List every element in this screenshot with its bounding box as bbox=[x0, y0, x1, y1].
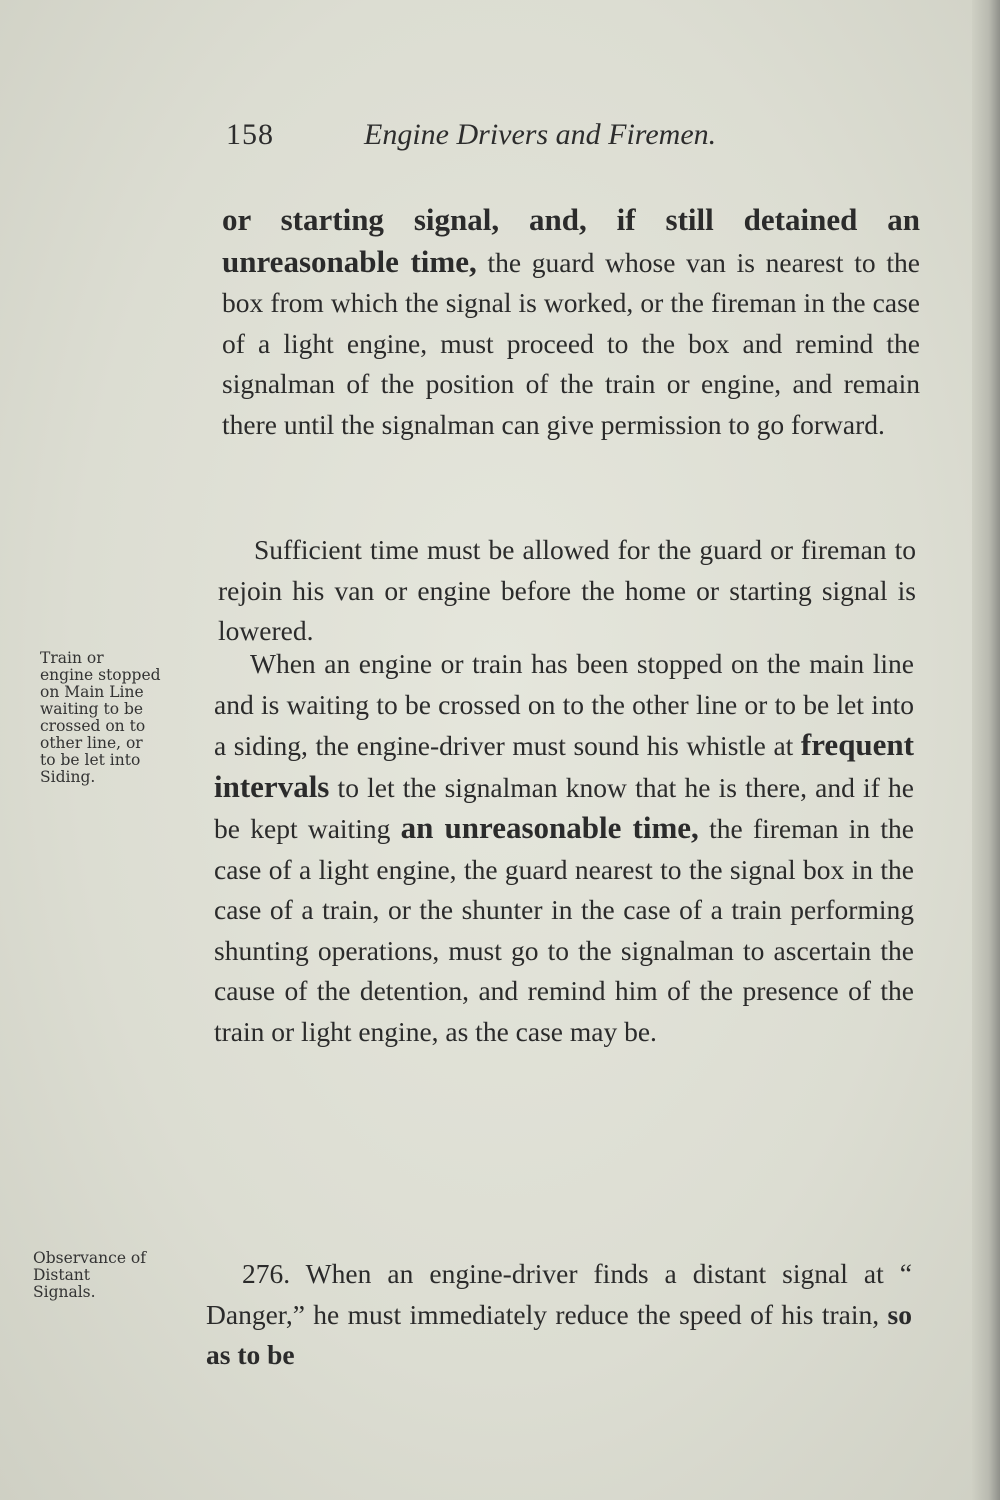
bold-phrase: an unreasonable time, bbox=[400, 810, 699, 845]
margin-note-line: Signals. bbox=[33, 1283, 96, 1301]
paragraph-sufficient-time bbox=[218, 530, 916, 652]
bold-phrase: so as to be bbox=[206, 1298, 912, 1370]
paragraph-text: Sufficient time must be allowed for the guard or fireman to rejoin his van or engine before the home or starting signal is lowered. bbox=[218, 534, 916, 646]
margin-note-distant-signals bbox=[33, 1250, 203, 1301]
margin-note-line: engine stopped bbox=[40, 666, 161, 684]
page-number: 158 bbox=[226, 118, 274, 151]
margin-note-line: other line, or bbox=[40, 734, 143, 752]
bold-opening: or starting signal, and, if still detained an unreasonable time, bbox=[222, 202, 920, 279]
margin-note-line: Distant bbox=[33, 1266, 91, 1284]
bold-phrase: frequent intervals bbox=[214, 727, 914, 804]
paragraph-text: When an engine or train has been stopped on the main line and is waiting to be crossed on to the other line or to be let into a siding, the engine-driver must sound his whistle at bbox=[214, 648, 914, 761]
running-title: Engine Drivers and Firemen. bbox=[364, 118, 717, 151]
paragraph-continued bbox=[222, 200, 920, 445]
paragraph-engine-stopped bbox=[214, 644, 914, 1052]
paragraph-text: the guard whose van is nearest to the box from which the signal is worked, or the fireman in the case of a light engine, must proceed to the box and remind the signalman of the position of the train or engine, and remain there until the signalman can give permission to go forward. bbox=[222, 246, 920, 440]
rule-276 bbox=[206, 1254, 912, 1376]
margin-note-line: crossed on to bbox=[40, 717, 146, 735]
margin-note-train-stopped bbox=[40, 650, 210, 786]
page-edge bbox=[972, 0, 1000, 1500]
margin-note-line: on Main Line bbox=[40, 683, 144, 701]
paragraph-text: the fireman in the case of a light engine, the guard nearest to the signal box in the case of a train, or the shunter in the case of a train performing shunting operations, must go to the signalman to ascertain the cause of the detention, and remind him of the presence of the train or light engine, as the case may be. bbox=[214, 813, 914, 1047]
margin-note-line: Observance of bbox=[33, 1249, 146, 1267]
paragraph-text: to let the signalman know that he is there, and if he be kept waiting bbox=[214, 771, 914, 844]
paragraph-text: When an engine-driver finds a distant signal at “ Danger,” he must immediately reduce the speed of his train, bbox=[206, 1258, 912, 1330]
margin-note-line: waiting to be bbox=[40, 700, 144, 718]
rule-number: 276. bbox=[242, 1258, 291, 1289]
margin-note-line: Train or bbox=[40, 649, 104, 667]
margin-note-line: to be let into bbox=[40, 751, 141, 769]
page-header bbox=[226, 118, 826, 158]
margin-note-line: Siding. bbox=[40, 768, 96, 786]
